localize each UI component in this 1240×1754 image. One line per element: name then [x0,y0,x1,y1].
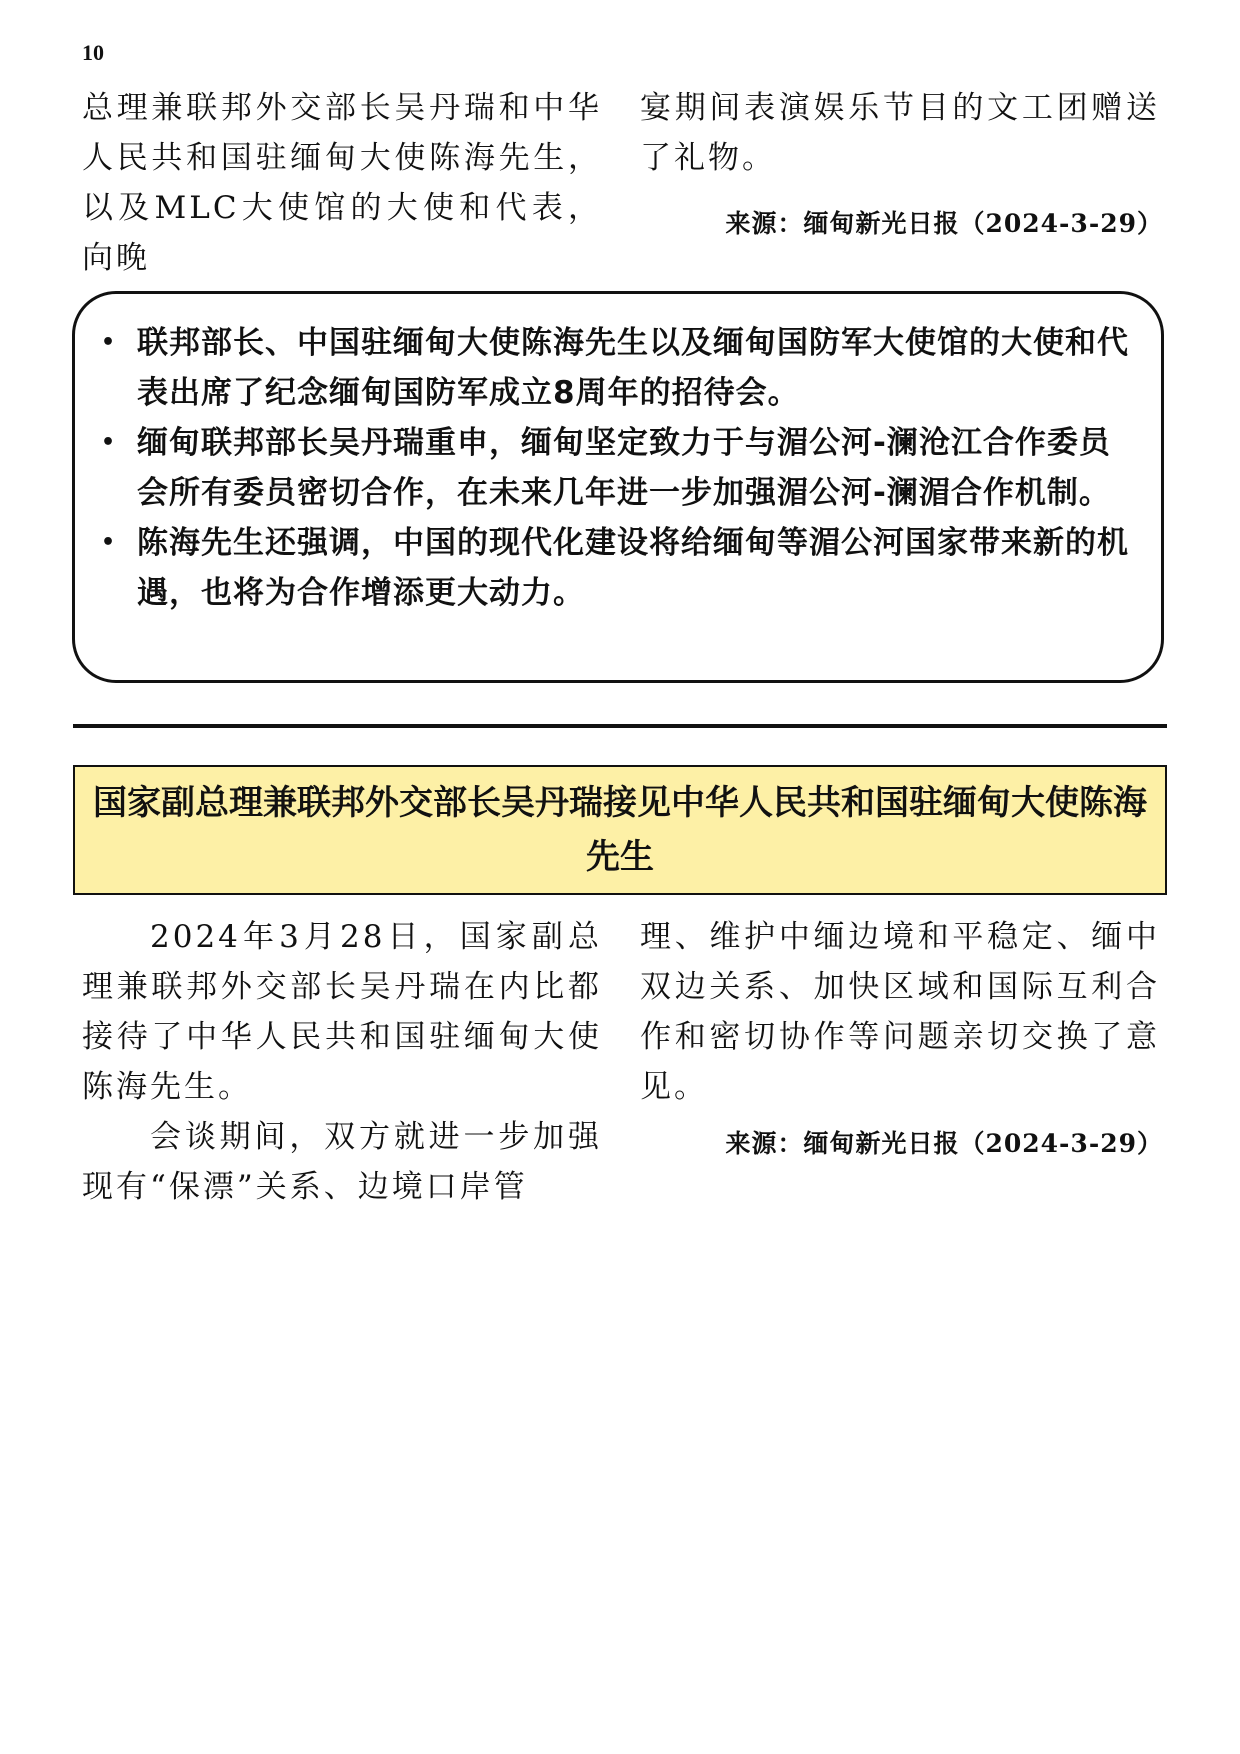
top-article-left-column [82,83,602,283]
bullet-icon: • [101,330,117,355]
headline-box [73,765,1167,895]
summary-item-text: 陈海先生还强调，中国的现代化建设将给缅甸等湄公河国家带来新的机遇，也将为合作增添更大动力。 [137,525,1129,611]
paragraph: 会谈期间，双方就进一步加强现有“保漂”关系、边境口岸管 [82,1119,602,1205]
top-article-right-text: 宴期间表演娱乐节目的文工团赠送了礼物。 [640,90,1160,176]
top-article-right-column [640,83,1160,183]
summary-item [101,518,1141,618]
top-article-left-text: 总理兼联邦外交部长吴丹瑞和中华人民共和国驻缅甸大使陈海先生，以及MLC大使馆的大使和代表，向晚 [82,90,602,276]
summary-item-text: 缅甸联邦部长吴丹瑞重申，缅甸坚定致力于与湄公河-澜沧江合作委员会所有委员密切合作，在未来几年进一步加强湄公河-澜湄合作机制。 [137,425,1111,511]
page-number: 10 [82,40,104,65]
second-article-left-column [82,912,602,1212]
second-article-right-column [640,912,1160,1112]
summary-list [75,294,1161,618]
top-article-source: 来源：缅甸新光日报（2024-3-29） [725,209,1163,238]
article-headline: 国家副总理兼联邦外交部长吴丹瑞接见中华人民共和国驻缅甸大使陈海先生 [93,783,1147,877]
second-article-right-text: 理、维护中缅边境和平稳定、缅中双边关系、加快区域和国际互利合作和密切协作等问题亲切交换了意见。 [640,919,1160,1105]
paragraph: 2024年3月28日，国家副总理兼联邦外交部长吴丹瑞在内比都接待了中华人民共和国驻缅甸大使陈海先生。 [82,919,602,1105]
summary-item [101,318,1141,418]
section-divider [73,724,1167,728]
bullet-icon: • [101,430,117,455]
second-article-source: 来源：缅甸新光日报（2024-3-29） [725,1129,1163,1158]
bullet-icon: • [101,530,117,555]
summary-item [101,418,1141,518]
summary-box [72,291,1164,683]
summary-item-text: 联邦部长、中国驻缅甸大使陈海先生以及缅甸国防军大使馆的大使和代表出席了纪念缅甸国防军成立8周年的招待会。 [137,325,1129,411]
